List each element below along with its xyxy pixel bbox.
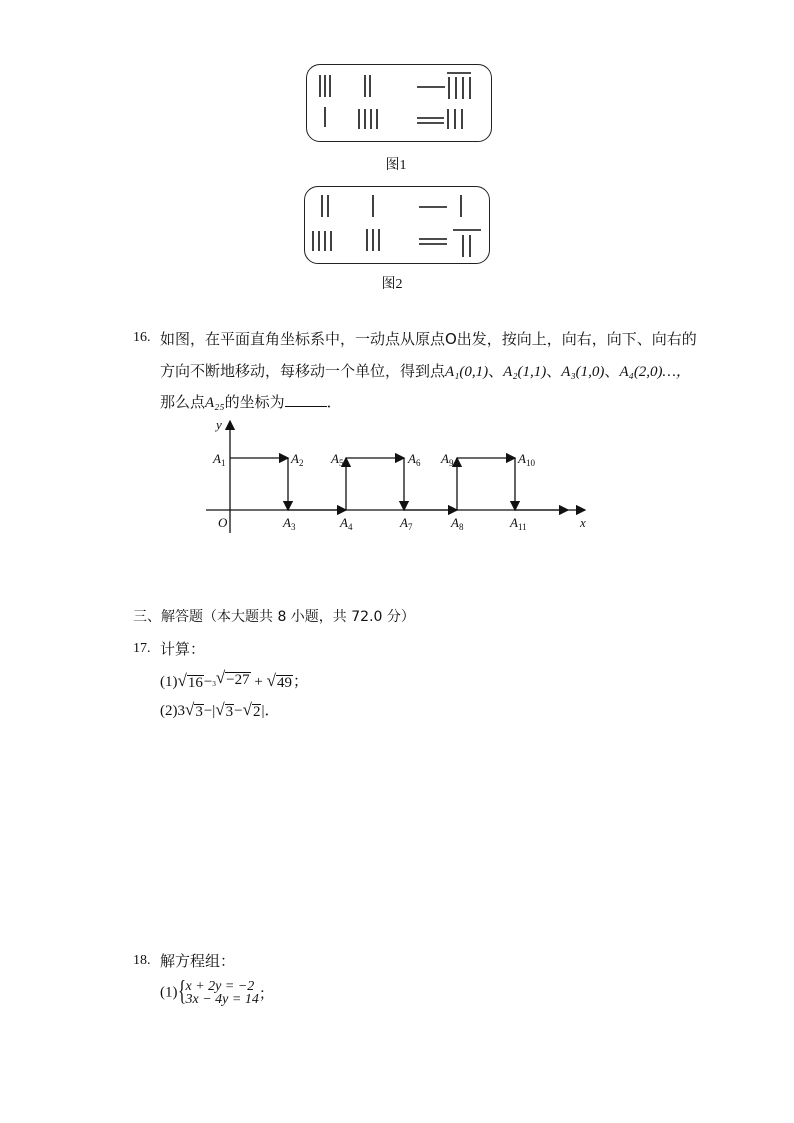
label-a8: $A_8$ (451, 515, 464, 532)
figure-2-caption: 图2 (381, 277, 403, 292)
sqrt-3: √ 3 (185, 700, 203, 720)
question-16-number: 16. (133, 330, 151, 345)
point-a25: A₂₅ (205, 395, 225, 411)
equation-1: x + 2y = −2 (185, 979, 255, 994)
x-axis-label: x (580, 515, 586, 530)
separator: 、 (604, 362, 620, 380)
question-17-title: 计算： (160, 640, 206, 658)
question-16-end-mark: ． (326, 393, 342, 411)
point-a4: A₄(2,0)…， (619, 364, 691, 380)
equation-system: { x + 2y = −2 3x − 4y = 14 (177, 976, 259, 1007)
question-18-number: 18. (133, 953, 151, 968)
label-a6: $A_6$ (408, 451, 421, 468)
figure-1-rod-numerals (307, 65, 491, 141)
sqrt-3: √ 3 (215, 700, 234, 720)
question-17-part-2: (2)3 √ 3 −| √ 3 − √ 2 |． (160, 700, 280, 720)
question-16-line-2-text: 方向不断地移动，每移动一个单位，得到点 (160, 362, 446, 380)
section-3-title: 三、解答题（本大题共 8 小题，共 72.0 分） (133, 609, 415, 625)
separator: 、 (488, 362, 504, 380)
cbrt-neg-27: 3 √ −27 (212, 668, 250, 688)
question-16-line-3-text: 那么点 (160, 393, 206, 411)
label-a1: $A_1$ (213, 451, 226, 468)
equation-2: 3x − 4y = 14 (185, 992, 259, 1007)
point-a2: A₂(1,1) (503, 364, 547, 380)
label-a2: $A_2$ (291, 451, 304, 468)
question-18-part-1 (160, 976, 274, 1007)
point-a1: A₁(0,1) (445, 364, 489, 380)
figure-1-box (306, 64, 492, 142)
point-a3: A₃(1,0) (561, 364, 605, 380)
question-16-line-3 (160, 391, 342, 412)
figure-2-rod-numerals (305, 187, 489, 263)
label-a5: $A_5$ (331, 451, 344, 468)
coordinate-path-graph (200, 415, 600, 535)
y-axis-label: y (216, 417, 222, 432)
sqrt-49: √ 49 (266, 671, 292, 691)
part-1-label: (1) (160, 674, 178, 690)
question-16-line-3-suffix: 的坐标为 (224, 393, 285, 411)
question-16-line-1: 如图，在平面直角坐标系中，一动点从原点O出发，按向上，向右，向下、向右的 (160, 330, 697, 348)
part-1-end: ； (292, 674, 308, 690)
label-a3: $A_3$ (283, 515, 296, 532)
label-a4: $A_4$ (340, 515, 353, 532)
sqrt-2: √ 2 (242, 700, 261, 720)
part-2-end: ． (264, 703, 280, 719)
part-2-label: (2) (160, 703, 178, 719)
part-1-end: ； (258, 986, 274, 1003)
question-17-part-1: (1) √ 16 − 3 √ −27 + √ 49 ； (160, 668, 308, 691)
figure-2-box (304, 186, 490, 264)
part-1-label: (1) (160, 984, 178, 1001)
label-a9: $A_9$ (441, 451, 454, 468)
label-a7: $A_7$ (400, 515, 413, 532)
question-18-title: 解方程组： (160, 952, 236, 970)
question-16-line-2 (160, 360, 691, 381)
label-a11: $A_{11}$ (510, 515, 527, 532)
answer-blank (285, 394, 327, 407)
sqrt-16: √ 16 (177, 671, 203, 691)
question-17-number: 17. (133, 641, 151, 656)
figure-1-caption: 图1 (385, 158, 407, 173)
origin-label: O (218, 515, 228, 530)
separator: 、 (546, 362, 562, 380)
label-a10: $A_{10}$ (518, 451, 535, 468)
